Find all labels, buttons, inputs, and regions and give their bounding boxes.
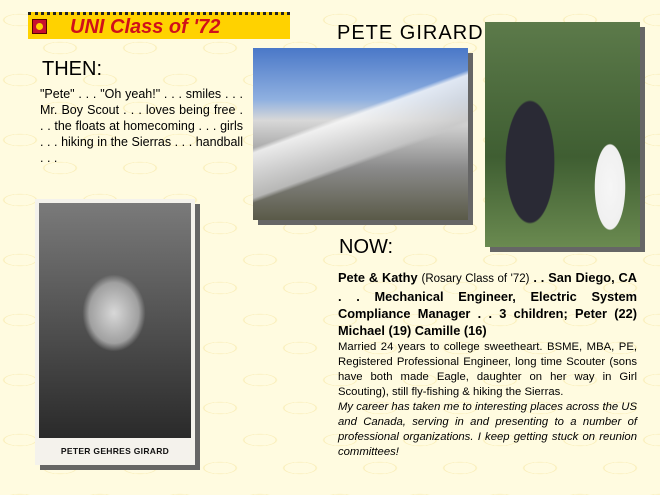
yearbook-portrait-image bbox=[39, 203, 191, 438]
now-career-note: My career has taken me to interesting places across the US and Canada, serving in and presenting to a number of professional organizations. I keep getting stuck on reunion committees! bbox=[338, 401, 637, 458]
person-name-heading: PETE GIRARD bbox=[337, 22, 484, 44]
spouse-class-note: (Rosary Class of '72) bbox=[421, 273, 530, 285]
yearbook-photo bbox=[35, 199, 195, 465]
now-body: Married 24 years to college sweetheart. BSME, MBA, PE, Registered Professional Engineer, long time Scouter (sons have both made Eagle, daughter on her way in Girl Scouting), still fly-fishing & hiking the Sierras. bbox=[338, 341, 637, 398]
school-logo-icon bbox=[32, 19, 47, 34]
then-heading: THEN: bbox=[42, 58, 102, 80]
class-banner bbox=[28, 12, 290, 39]
hiking-photo bbox=[253, 48, 468, 220]
now-heading: NOW: bbox=[339, 236, 394, 258]
now-names: Pete & Kathy bbox=[338, 270, 418, 285]
now-section bbox=[338, 269, 637, 460]
now-summary bbox=[338, 269, 637, 339]
now-summary-text: . . San Diego, CA . . Mechanical Engineer, Electric System Compliance Manager . . 3 children; Peter (22) Michael (19) Camille (16) bbox=[338, 270, 638, 338]
banner-title: UNI Class of '72 bbox=[70, 16, 221, 38]
then-description: "Pete" . . . "Oh yeah!" . . . smiles . . . Mr. Boy Scout . . . loves being free . . . the floats at homecoming . . . girls . . . hiking in the Sierras . . . handball . . . bbox=[40, 87, 243, 165]
yearbook-caption: PETER GEHRES GIRARD bbox=[60, 446, 170, 456]
family-photo bbox=[485, 22, 640, 247]
